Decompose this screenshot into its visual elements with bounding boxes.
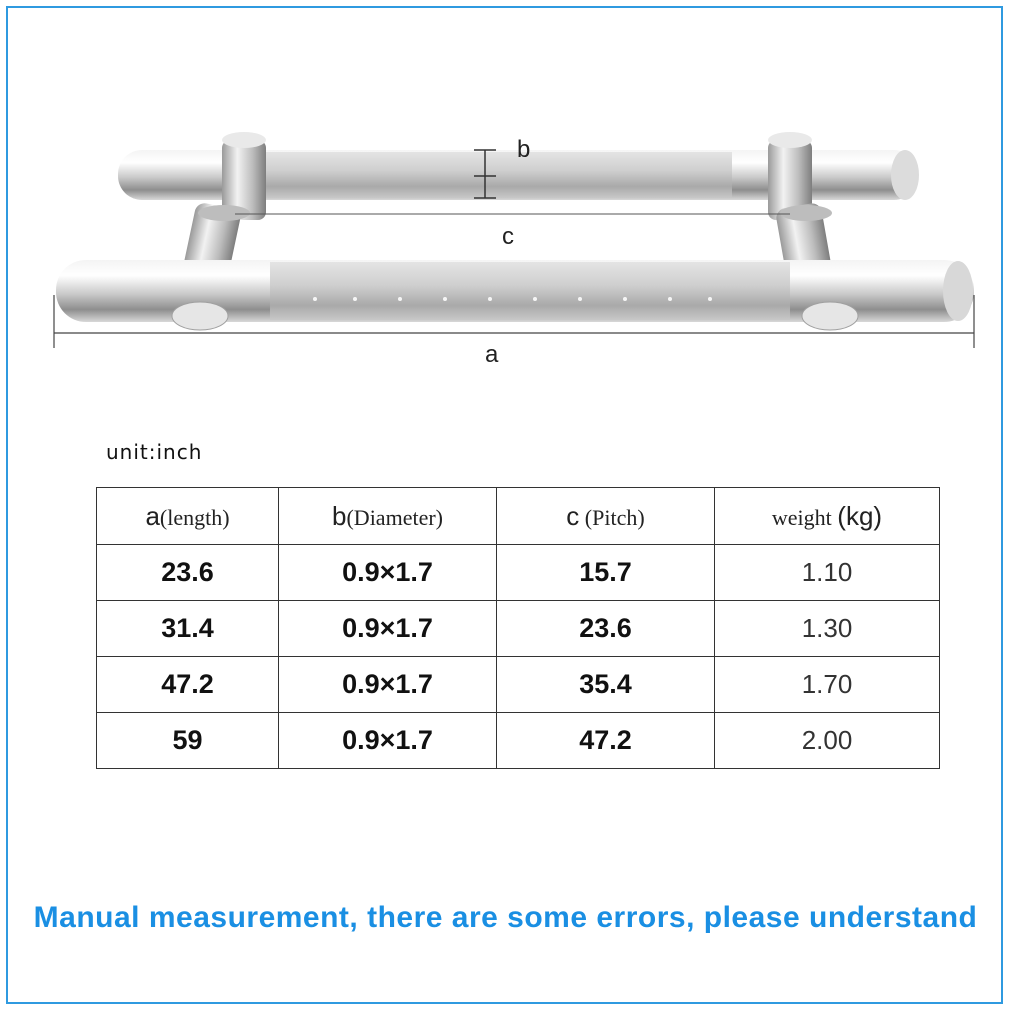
disclaimer-note: Manual measurement, there are some errors, please understand (33, 901, 978, 934)
cell-pitch: 23.6 (497, 601, 715, 657)
table-row (97, 657, 940, 713)
table-header-row (97, 488, 940, 545)
cell-pitch: 35.4 (497, 657, 715, 713)
table-row (97, 545, 940, 601)
label-b: b (517, 136, 531, 163)
cell-diameter: 0.9×1.7 (279, 713, 497, 769)
cell-length: 31.4 (97, 601, 279, 657)
cell-weight: 1.70 (715, 657, 940, 713)
header-pitch: c (Pitch) (497, 488, 715, 545)
handle-diagram (0, 0, 1011, 400)
header-weight: weight (kg) (715, 488, 940, 545)
cell-pitch: 15.7 (497, 545, 715, 601)
cell-diameter: 0.9×1.7 (279, 545, 497, 601)
lower-right-cap (802, 302, 858, 330)
header-diameter: b(Diameter) (279, 488, 497, 545)
cell-pitch: 47.2 (497, 713, 715, 769)
cell-length: 59 (97, 713, 279, 769)
table-row (97, 713, 940, 769)
cell-weight: 1.10 (715, 545, 940, 601)
unit-label: unit:inch (106, 440, 203, 464)
cell-diameter: 0.9×1.7 (279, 601, 497, 657)
cell-weight: 1.30 (715, 601, 940, 657)
label-c: c (502, 223, 514, 250)
cell-diameter: 0.9×1.7 (279, 657, 497, 713)
cell-length: 47.2 (97, 657, 279, 713)
lower-left-cap (172, 302, 228, 330)
table-row (97, 601, 940, 657)
spec-table (96, 487, 940, 769)
cell-weight: 2.00 (715, 713, 940, 769)
cell-length: 23.6 (97, 545, 279, 601)
header-length: a(length) (97, 488, 279, 545)
label-a: a (485, 341, 499, 368)
